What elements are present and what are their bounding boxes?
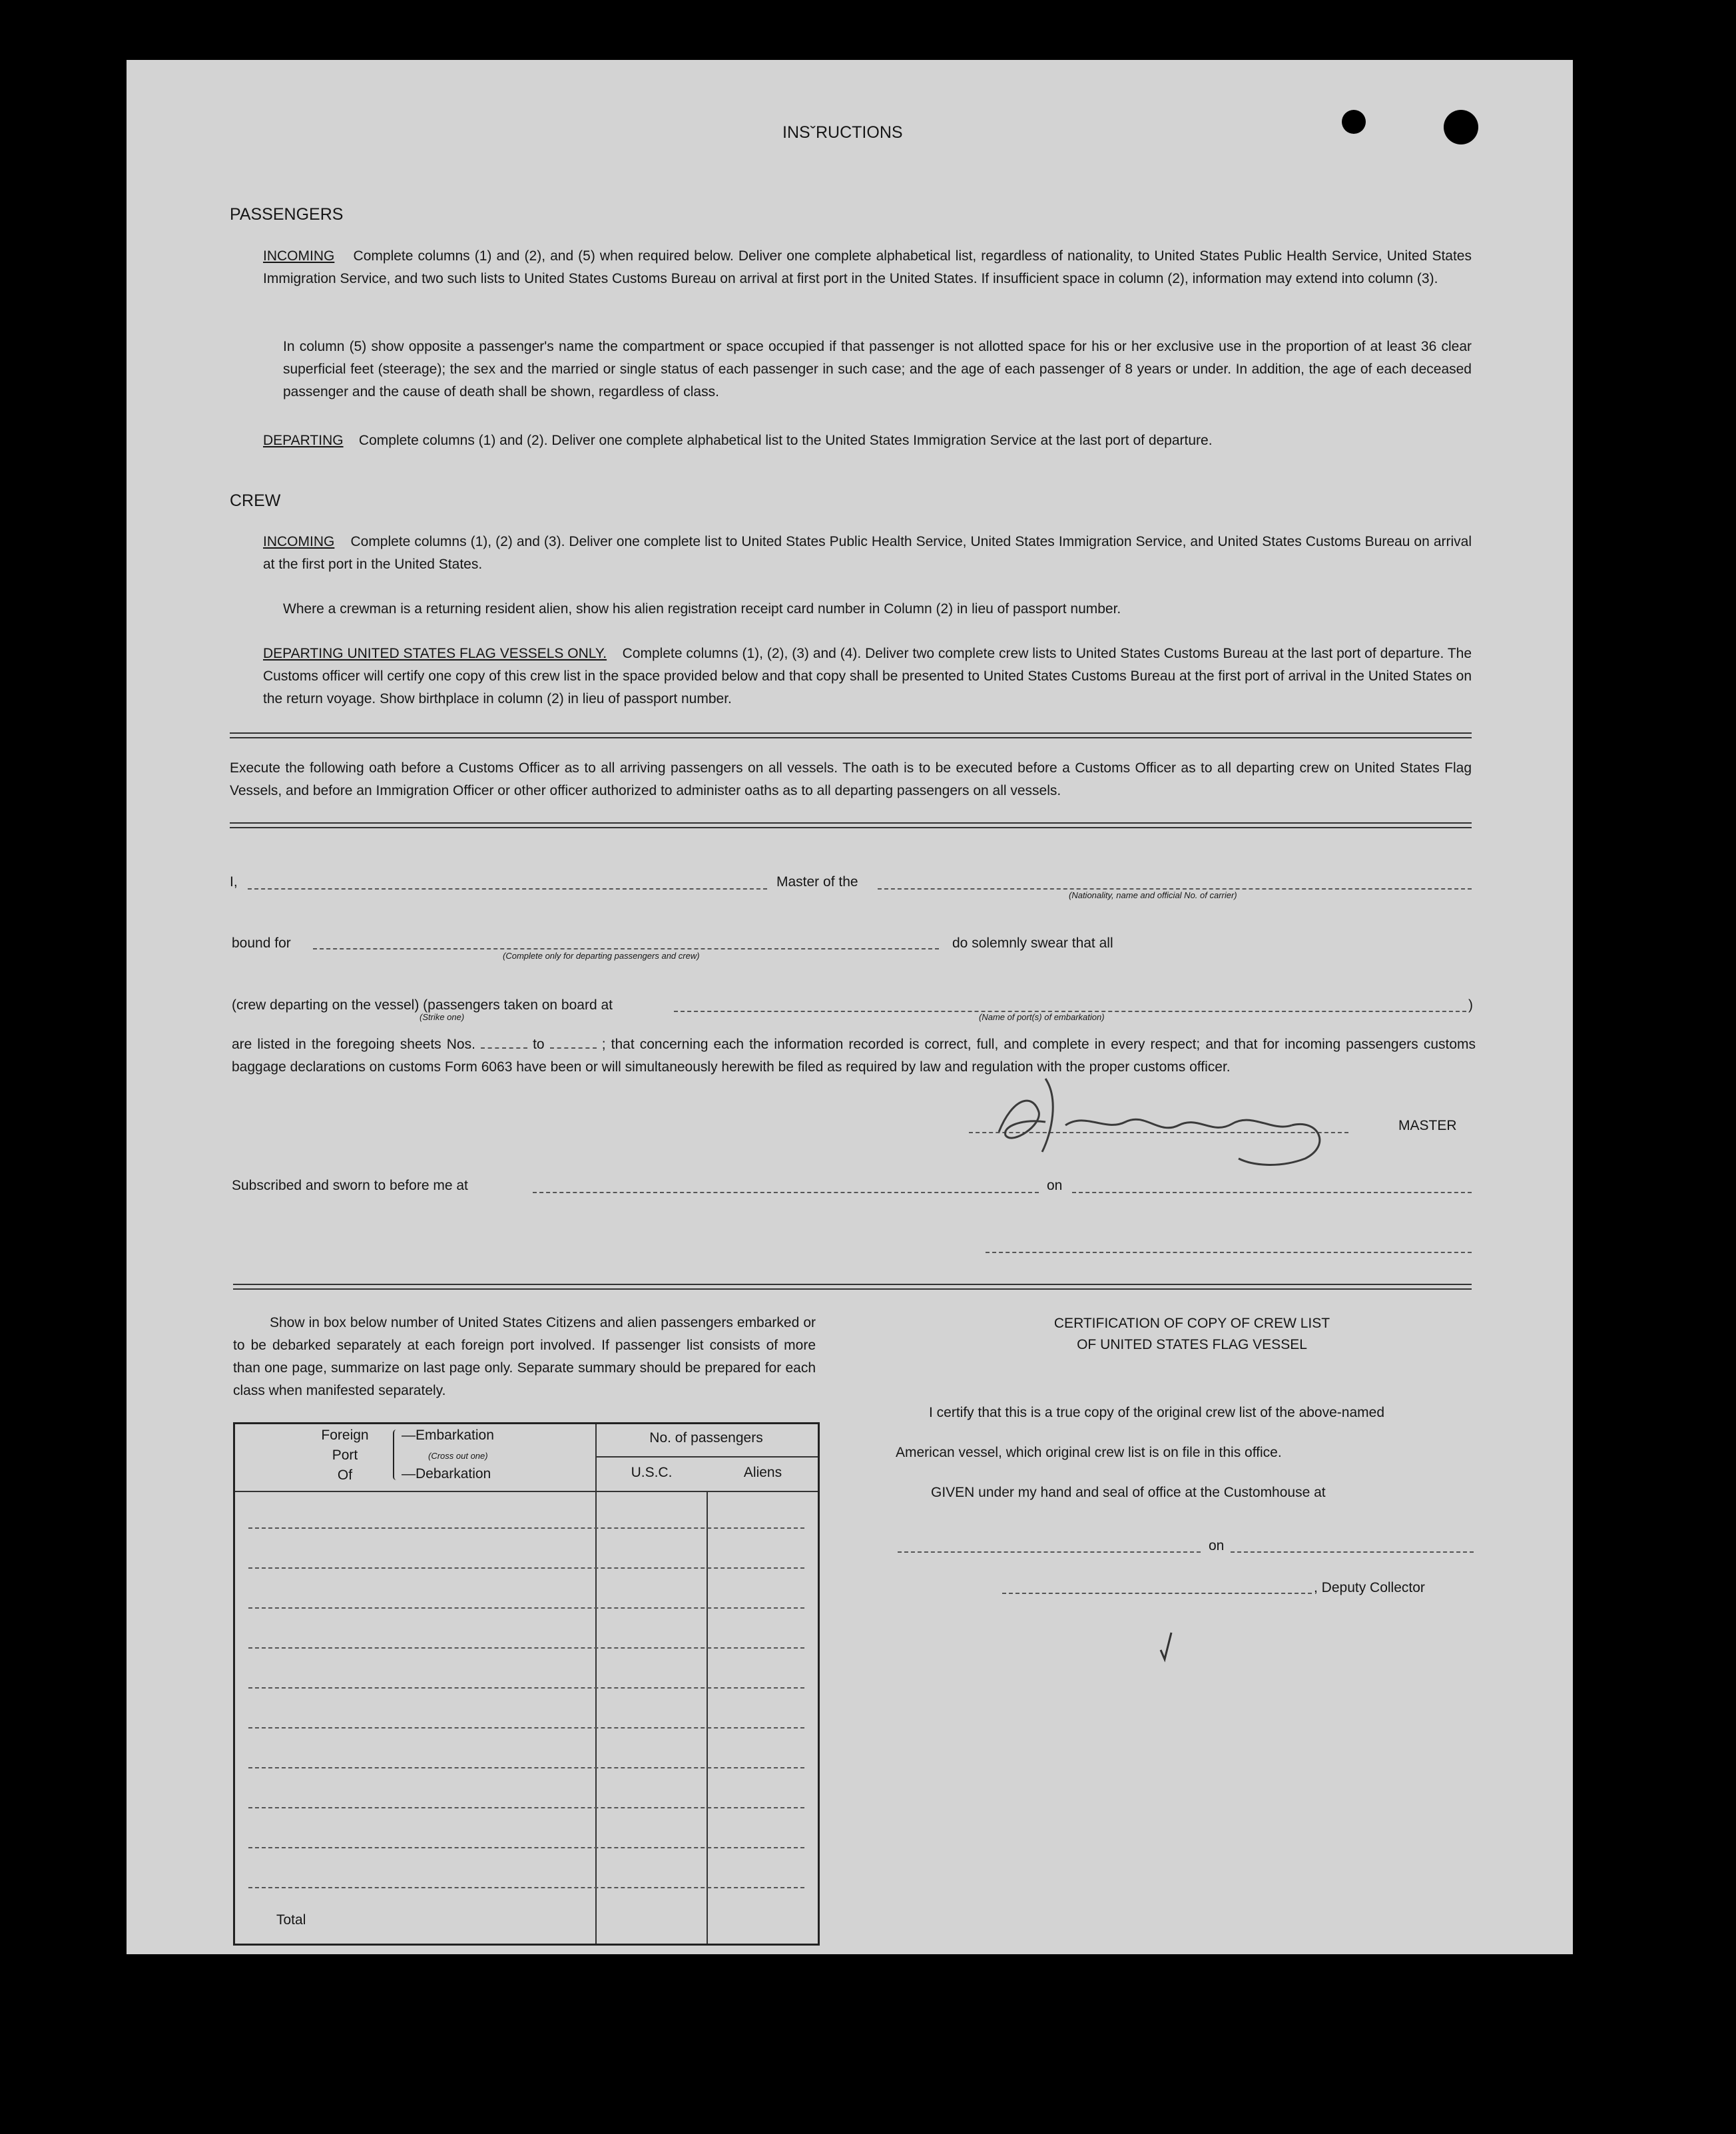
complete-note: (Complete only for departing passengers and crew)	[503, 951, 700, 961]
master-signature	[972, 1072, 1358, 1172]
page-title: INSˇRUCTIONS	[782, 123, 903, 142]
table-row	[248, 1607, 804, 1609]
passengers-heading: PASSENGERS	[230, 205, 344, 224]
passengers-departing-text: Complete columns (1) and (2). Deliver one complete alphabetical list to the United States Immigration Service at the last port of departure.	[358, 433, 1213, 448]
given-text: GIVEN under my hand and seal of office at the Customhouse at	[931, 1485, 1326, 1500]
subscribed-place-line	[533, 1192, 1039, 1193]
swear-text: do solemnly swear that all	[952, 935, 1113, 951]
column-divider	[707, 1491, 708, 1944]
header-rule	[597, 1456, 818, 1458]
table-row	[248, 1687, 804, 1689]
debarkation-option[interactable]: —Debarkation	[402, 1466, 491, 1481]
strike-one-note: (Strike one)	[420, 1012, 465, 1022]
crew-incoming-text: Complete columns (1), (2) and (3). Deliver one complete list to United States Public Health Service, United States Immigration Service, and United States Customs Bureau on arrival at the first port in the United States.	[263, 534, 1472, 572]
passengers-departing-paragraph	[263, 429, 1472, 452]
total-label: Total	[276, 1912, 306, 1928]
passengers-incoming-paragraph	[263, 245, 1472, 290]
foreign-port-of-label: Foreign Port Of	[321, 1428, 369, 1483]
subscribed-date-line	[1072, 1192, 1472, 1193]
divider	[233, 1284, 1472, 1290]
passenger-summary-table	[233, 1422, 820, 1946]
crew-incoming-label: INCOMING	[263, 534, 335, 549]
passengers-incoming-text: Complete columns (1) and (2), and (5) when required below. Deliver one complete alphabetical list, regardless of nationality, to United States Public Health Service, United States Immigration Service, and two such lists to United States Customs Bureau on arrival at first port in the United States. If insufficient space in column (2), information may extend into column (3).	[263, 248, 1472, 286]
port-note: (Name of port(s) of embarkation)	[979, 1012, 1105, 1022]
oath-instruction: Execute the following oath before a Customs Officer as to all arriving passengers on all vessels. The oath is to be executed before a Customs Officer as to all departing crew on United States Flag Vessels, and before an Immigration Officer or other officer authorized to administer oaths as to all departing passengers on all vessels.	[230, 760, 1472, 798]
crew-departing-paragraph	[263, 643, 1472, 710]
deputy-collector-line	[1002, 1593, 1312, 1594]
carrier-line	[878, 888, 1472, 890]
embarkation-option[interactable]: —Embarkation	[402, 1428, 494, 1443]
column5-paragraph: In column (5) show opposite a passenger's name the compartment or space occupied if that passenger is not allotted space for his or her exclusive use in the proportion of at least 36 clear superficial feet (steerage); the sex and the married or single status of each passenger in such case; and the age of each passenger of 8 years or under. In addition, the age of each deceased passenger and the cause of death shall be shown, regardless of class.	[283, 339, 1472, 400]
officer-signature-line	[986, 1252, 1472, 1253]
summary-instruction: Show in box below number of United States Citizens and alien passengers embarked or to be debarked separately at each foreign port involved. If passenger list consists of more than one page, summarize on last page only. Separate summary should be prepared for each class when manifested separately.	[233, 1315, 816, 1398]
master-of-the: Master of the	[776, 874, 858, 890]
table-row	[248, 1727, 804, 1729]
punch-hole	[1444, 110, 1478, 144]
punch-hole	[1342, 110, 1366, 134]
nationality-note: (Nationality, name and official No. of carrier)	[1069, 890, 1237, 900]
oath-i: I,	[230, 874, 238, 890]
deputy-collector-label: , Deputy Collector	[1314, 1580, 1425, 1595]
crew-incoming-paragraph	[263, 531, 1472, 576]
crew-resident-paragraph: Where a crewman is a returning resident alien, show his alien registration receipt card number in Column (2) in lieu of passport number.	[283, 601, 1121, 617]
table-row	[248, 1887, 804, 1888]
close-paren: )	[1468, 997, 1473, 1013]
divider	[230, 732, 1472, 738]
listed-b: ; that concerning each the information recorded is correct, full, and complete in every respect; and that for incoming passengers customs baggage declarations on customs Form 6063 have been or will simultaneously herewith be filed as required by law and regulation with the proper customs officer.	[232, 1037, 1476, 1075]
no-of-passengers-header: No. of passengers	[649, 1430, 763, 1446]
bound-for: bound for	[232, 935, 291, 951]
table-row	[248, 1647, 804, 1649]
passengers-incoming-label: INCOMING	[263, 248, 335, 264]
table-row	[248, 1767, 804, 1768]
customhouse-line	[898, 1551, 1201, 1553]
crew-heading: CREW	[230, 491, 281, 510]
aliens-header: Aliens	[743, 1465, 782, 1480]
table-row	[248, 1847, 804, 1848]
column-divider	[595, 1424, 597, 1944]
bound-for-line	[313, 948, 939, 949]
certification-date-line	[1231, 1551, 1474, 1553]
cross-out-note: (Cross out one)	[428, 1451, 488, 1461]
certify-line2: American vessel, which original crew list is on file in this office.	[896, 1445, 1282, 1460]
check-mark	[1155, 1630, 1175, 1663]
crew-departing-label: DEPARTING UNITED STATES FLAG VESSELS ONLY.	[263, 646, 607, 661]
header-bottom-rule	[235, 1491, 818, 1492]
master-label: MASTER	[1398, 1118, 1457, 1133]
certify-line1: I certify that this is a true copy of the original crew list of the above-named	[929, 1405, 1384, 1420]
listed-to: to	[533, 1037, 545, 1052]
table-row	[248, 1527, 804, 1529]
crew-departing-text: (crew departing on the vessel) (passengers taken on board at	[232, 997, 613, 1013]
divider	[230, 822, 1472, 828]
brace	[393, 1430, 400, 1480]
usc-header: U.S.C.	[631, 1465, 673, 1480]
table-row	[248, 1567, 804, 1569]
subscribed-on: on	[1047, 1178, 1063, 1193]
master-name-line	[248, 888, 767, 890]
crew-departing-text: Complete columns (1), (2), (3) and (4). Deliver two complete crew lists to United States Customs Bureau at the last port of departure. The Customs officer will certify one copy of this crew list in the space provided below and that copy shall be presented to United States Customs Bureau at the first port of arrival in the United States on the return voyage. Show birthplace in column (2) in lieu of passport number.	[263, 646, 1472, 706]
listed-a: are listed in the foregoing sheets Nos.	[232, 1037, 475, 1052]
certification-on: on	[1209, 1538, 1225, 1553]
table-row	[248, 1807, 804, 1808]
subscribed-text: Subscribed and sworn to before me at	[232, 1178, 468, 1193]
passengers-departing-label: DEPARTING	[263, 433, 344, 448]
certification-title: CERTIFICATION OF COPY OF CREW LIST OF UNITED STATES FLAG VESSEL	[1053, 1316, 1330, 1352]
